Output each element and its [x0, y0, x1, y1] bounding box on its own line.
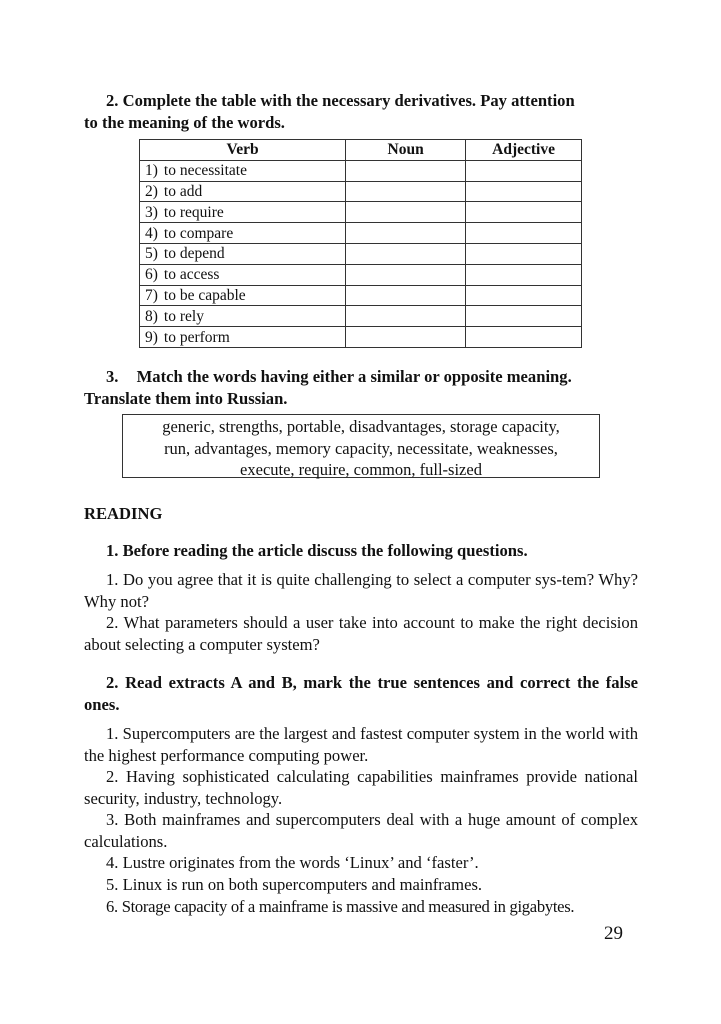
- statement-6: 6. Storage capacity of a mainframe is massive and measured in gigabytes.: [106, 897, 575, 916]
- statement-5: 5. Linux is run on both supercomputers and mainframes.: [106, 875, 483, 894]
- reading-question2-title: 2. Read extracts A and B, mark the true sentences and correct the false ones.: [84, 673, 638, 714]
- verb-text: to depend: [163, 245, 225, 263]
- row-number: 5): [145, 245, 158, 263]
- adjective-cell[interactable]: [466, 202, 582, 223]
- verb-text: to rely: [163, 307, 204, 325]
- table-header-row: [140, 140, 582, 161]
- derivatives-table: [139, 139, 582, 348]
- row-number: 1): [145, 162, 158, 180]
- adjective-cell[interactable]: [466, 181, 582, 202]
- table-row: [140, 181, 582, 202]
- table-row: [140, 327, 582, 348]
- table-row: [140, 306, 582, 327]
- verb-text: to perform: [163, 328, 230, 346]
- verb-cell: [140, 306, 346, 327]
- noun-cell[interactable]: [346, 264, 466, 285]
- reading-q1-item1: 1. Do you agree that it is quite challenging to select a computer sys-tem? Why? Why not?: [84, 570, 638, 611]
- verb-cell: [140, 243, 346, 264]
- table-row: [140, 285, 582, 306]
- task3-text-line1: Match the words having either a similar or opposite meaning.: [136, 367, 572, 386]
- table-row: [140, 202, 582, 223]
- table-row: [140, 223, 582, 244]
- adjective-cell[interactable]: [466, 243, 582, 264]
- adjective-cell[interactable]: [466, 223, 582, 244]
- noun-cell[interactable]: [346, 202, 466, 223]
- reading-question1-title: 1. Before reading the article discuss the following questions.: [106, 541, 528, 560]
- words-line1: generic, strengths, portable, disadvantages, storage capacity,: [162, 417, 560, 436]
- adjective-cell[interactable]: [466, 306, 582, 327]
- task3-text-line2: Translate them into Russian.: [84, 388, 288, 408]
- verb-text: to access: [163, 266, 220, 284]
- statement-3: 3. Both mainframes and supercomputers deal with a huge amount of complex calculations.: [84, 810, 638, 851]
- header-verb: Verb: [140, 140, 346, 161]
- verb-text: to add: [163, 182, 203, 200]
- row-number: 8): [145, 307, 158, 325]
- word-box: [122, 414, 600, 478]
- verb-text: to necessitate: [163, 162, 247, 180]
- noun-cell[interactable]: [346, 306, 466, 327]
- statement-2: 2. Having sophisticated calculating capabilities mainframes provide national security, industry, technology.: [84, 767, 638, 808]
- verb-text: to require: [163, 203, 224, 221]
- adjective-cell[interactable]: [466, 160, 582, 181]
- row-number: 7): [145, 286, 158, 304]
- row-number: 4): [145, 224, 158, 242]
- noun-cell[interactable]: [346, 243, 466, 264]
- noun-cell[interactable]: [346, 181, 466, 202]
- task2-text-line2: to the meaning of the words.: [84, 112, 285, 132]
- header-adjective: Adjective: [466, 140, 582, 161]
- statement-4: 4. Lustre originates from the words ‘Linux’ and ‘faster’.: [106, 853, 479, 872]
- verb-cell: [140, 160, 346, 181]
- header-noun: Noun: [346, 140, 466, 161]
- words-line2: run, advantages, memory capacity, necessitate, weaknesses,: [164, 438, 558, 458]
- verb-cell: [140, 327, 346, 348]
- noun-cell[interactable]: [346, 285, 466, 306]
- verb-cell: [140, 181, 346, 202]
- statement-1: 1. Supercomputers are the largest and fastest computer system in the world with the highest performance computing power.: [84, 724, 638, 765]
- verb-cell: [140, 202, 346, 223]
- table-row: [140, 160, 582, 181]
- row-number: 9): [145, 328, 158, 346]
- verb-cell: [140, 223, 346, 244]
- row-number: 3): [145, 203, 158, 221]
- table-row: [140, 243, 582, 264]
- words-line3: execute, require, common, full-sized: [240, 460, 482, 479]
- verb-cell: [140, 264, 346, 285]
- adjective-cell[interactable]: [466, 264, 582, 285]
- task3-instruction: [84, 366, 638, 409]
- verb-text: to compare: [163, 224, 234, 242]
- task3-number: 3.: [106, 367, 119, 386]
- noun-cell[interactable]: [346, 327, 466, 348]
- noun-cell[interactable]: [346, 223, 466, 244]
- adjective-cell[interactable]: [466, 285, 582, 306]
- verb-cell: [140, 285, 346, 306]
- task2-text-line1: Complete the table with the necessary derivatives. Pay attention: [122, 91, 575, 110]
- adjective-cell[interactable]: [466, 327, 582, 348]
- reading-heading: READING: [84, 504, 163, 523]
- reading-q1-item2: 2. What parameters should a user take into account to make the right decision about selecting a computer system?: [84, 613, 638, 654]
- verb-text: to be capable: [163, 286, 246, 304]
- noun-cell[interactable]: [346, 160, 466, 181]
- row-number: 2): [145, 182, 158, 200]
- task2-number: 2.: [106, 91, 119, 110]
- row-number: 6): [145, 266, 158, 284]
- page-number: 29: [604, 923, 623, 944]
- table-row: [140, 264, 582, 285]
- task2-instruction: [84, 90, 638, 133]
